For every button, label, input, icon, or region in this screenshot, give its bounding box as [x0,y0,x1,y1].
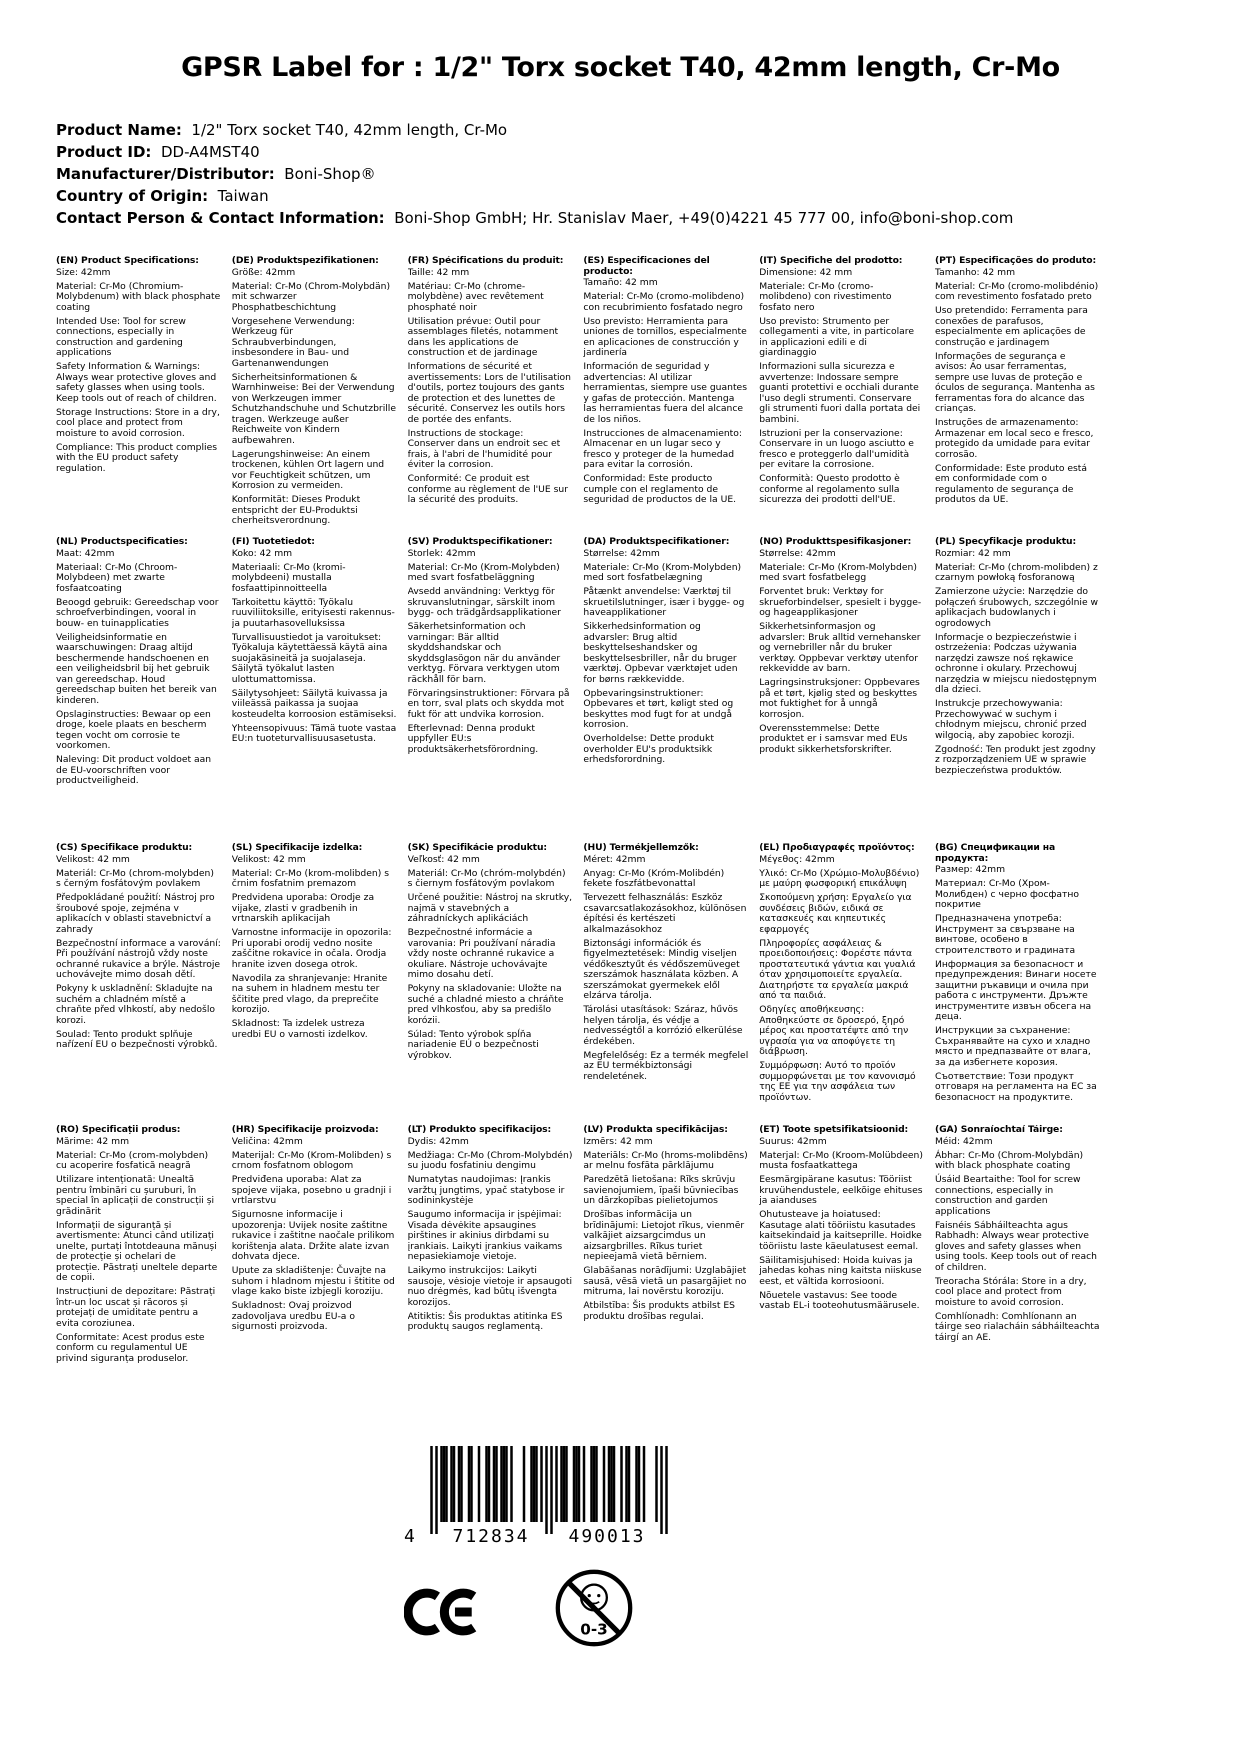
spec-block-lv [583,1125,748,1364]
spec-paragraph: Tervezett felhasználás: Eszköz csavarcsatlakozásokhoz, különösen építési és kertészeti alkalmazásokhoz [583,892,747,935]
spec-heading: (ES) Especificaciones del producto: [583,256,710,277]
spec-paragraph: Velikost: 42 mm [231,853,306,865]
spec-block-sl [232,843,397,1125]
spec-paragraph: Mărime: 42 mm [56,1135,130,1147]
spec-paragraph: Lagringsinstruksjoner: Oppbevares på et tørt, kjølig sted og beskyttes mot fuktighet for å unngå korrosjon. [759,677,920,720]
spec-paragraph: Koko: 42 mm [231,547,293,559]
spec-paragraph: Πληροφορίες ασφάλειας & προειδοποιήσεις: Φορέστε πάντα προστατευτικά γάντια και γυαλιά όταν χρησιμοποιείτε εργαλεία. Διατηρήστε τα εργαλεία μακριά από τα παιδιά. [759,937,916,1001]
spec-paragraph: Opbevaringsinstruktioner: Opbevares et tørt, køligt sted og beskyttes mod fugt for at undgå korrosion. [583,687,734,730]
spec-heading: (PL) Specyfikacje produktu: [934,537,1077,547]
product-info-label: Product Name: [56,121,182,139]
spec-paragraph: Biztonsági információk és figyelmeztetések: Mindig viseljen védőkesztyűt és védőszemüveget szerszámok használata közben. A szerszámokat gyermekek elől elzárva tárolja. [583,937,740,1001]
spec-paragraph: Utilizare intenționată: Unealtă pentru îmbinări cu șuruburi, în special în aplicații de construcții și grădinărit [56,1174,215,1217]
product-info-row [56,119,1186,141]
spec-paragraph: Faisnéis Sábháilteachta agus Rabhadh: Always wear protective gloves and safety glasses when using tools. Keep tools out of reach of children. [934,1219,1097,1273]
spec-paragraph: Material: Cr-Mo (cromo-molibdeno) con recubrimiento fosfatado negro [583,291,745,313]
barcode-digits-left: 712834 [452,1526,530,1547]
spec-paragraph: Информация за безопасност и предупреждения: Винаги носете защитни ръкавици и очила при работа с инструменти. Дръжте инструментите извън обсега на деца. [934,958,1097,1022]
spec-paragraph: Lagerungshinweise: An einem trockenen, kühlen Ort lagern und vor Feuchtigkeit schützen, um Korrosion zu vermeiden. [231,448,385,491]
spec-paragraph: Säilytysohjeet: Säilytä kuivassa ja viileässä paikassa ja suojaa kosteudelta korroosion estämiseksi. [231,687,397,720]
spec-paragraph: Uso previsto: Strumento per collegamenti a vite, in particolare in applicazioni edili e di giardinaggio [759,315,914,358]
spec-paragraph: Atbilstība: Šis produkts atbilst ES produktu drošības regulai. [583,1300,735,1322]
spec-paragraph: Tamanho: 42 mm [934,266,1016,278]
spec-paragraph: Material: Cr-Mo (Chrom-Molybdän) mit schwarzer Phosphatbeschichtung [231,280,391,313]
spec-heading: (EL) Προδιαγραφές προϊόντος: [759,843,915,853]
spec-paragraph: Pokyny k uskladnění: Skladujte na suchém a chladném místě a chraňte před vlhkostí, aby nedošlo korozi. [56,983,216,1026]
spec-paragraph: Matériau: Cr-Mo (chrome-molybdène) avec revêtement phosphaté noir [407,280,544,313]
spec-heading: (DA) Produktspecifikationer: [583,537,730,547]
spec-paragraph: Maat: 42mm [56,547,115,559]
barcode-digits-right: 490013 [568,1526,646,1547]
spec-paragraph: Súlad: Tento výrobok spĺňa nariadenie EÚ o bezpečnosti výrobkov. [407,1028,539,1061]
spec-paragraph: Storage Instructions: Store in a dry, cool place and protect from moisture to avoid corrosion. [56,406,220,439]
product-info-value: 1/2" Torx socket T40, 42mm length, Cr-Mo [181,121,508,139]
product-info-row [56,141,1186,163]
spec-paragraph: Turvallisuustiedot ja varoitukset: Työkaluja käytettäessä käytä aina suojakäsineitä ja suojalaseja. Säilytä työkalut lasten ulottumattomissa. [231,631,388,685]
spec-heading: (LV) Produkta specifikācijas: [583,1125,728,1135]
spec-heading: (DE) Produktspezifikationen: [231,256,379,266]
spec-paragraph: Overholdelse: Dette produkt overholder EU's produktsikk erhedsforordning. [583,733,714,765]
spec-paragraph: Uso pretendido: Ferramenta para conexões de parafusos, especialmente em aplicações de construção e jardinagem [934,305,1088,348]
spec-paragraph: Material: Cr-Mo (crom-molybden) cu acoperire fosfatică neagră [56,1149,209,1171]
product-info-value: Taiwan [208,187,269,205]
spec-heading: (HU) Termékjellemzők: [583,843,699,853]
spec-paragraph: Tamaño: 42 mm [583,277,658,288]
product-info-label: Contact Person & Contact Information: [56,209,385,227]
spec-heading: (CS) Specifikace produktu: [56,843,193,853]
spec-block-ro [56,1125,221,1364]
spec-paragraph: Materiale: Cr-Mo (cromo-molibdeno) con rivestimento fosfato nero [759,280,892,313]
spec-paragraph: Utilisation prévue: Outil pour assemblages filetés, notamment dans les applications de construction et de jardinage [407,315,559,358]
spec-paragraph: Sicherheitsinformationen & Warnhinweise: Bei der Verwendung von Werkzeugen immer Schutzhandschuhe und Schutzbrille tragen. Werkzeuge außer Reichweite von Kindern aufbewahren. [231,371,397,446]
spec-paragraph: Predvidena uporaba: Orodje za vijake, zlasti v gradbenih in vrtnarskih aplikacijah [231,892,375,924]
spec-heading: (BG) Спецификации на продукта: [934,843,1056,864]
age-warning-label: 0-3 [580,1620,608,1639]
spec-paragraph: Conformitate: Acest produs este conform cu regulamentul UE privind siguranța produselor. [56,1331,205,1364]
spec-block-el [759,843,924,1125]
spec-block-et [759,1125,924,1364]
spec-block-lt [408,1125,573,1364]
spec-paragraph: Veľkosť: 42 mm [407,853,480,865]
product-info [56,119,1186,229]
spec-paragraph: Инструкции за съхранение: Съхранявайте на сухо и хладно място и предпазвайте от влага, за да избегнете корозия. [934,1025,1091,1068]
product-info-value: Boni-Shop GmbH; Hr. Stanislav Maer, +49(0)4221 45 777 00, info@boni-shop.com [384,209,1014,227]
spec-paragraph: Anyag: Cr-Mo (Króm-Molibdén) fekete foszfátbevonattal [583,867,725,889]
spec-block-nl [56,537,221,843]
product-info-row [56,207,1186,229]
spec-paragraph: Pokyny na skladovanie: Uložte na suché a chladné miesto a chráňte pred vlhkosťou, aby sa predišlo korózii. [407,983,564,1026]
spec-paragraph: Comhlíonadh: Comhlíonann an táirge seo rialacháin sábháilteachta táirgí an AE. [934,1310,1100,1343]
spec-block-fr [408,256,573,537]
spec-paragraph: Safety Information & Warnings: Always wear protective gloves and safety glasses when using tools. Keep tools out of reach of children. [56,361,217,404]
spec-paragraph: Størrelse: 42mm [759,547,836,559]
spec-paragraph: Materiał: Cr-Mo (chrom-molibden) z czarnym powłoką fosforanową [934,561,1098,583]
spec-paragraph: Säkerhetsinformation och varningar: Bär alltid skyddshandskar och skyddsglasögon när du använder verktyg. Förvara verktygen utom räckhåll för barn. [407,621,561,685]
spec-block-sv [408,537,573,843]
spec-paragraph: Förvaringsinstruktioner: Förvara på en torr, sval plats och skydda mot fukt för att undvika korrosion. [407,687,570,720]
spec-paragraph: Sukladnost: Ovaj proizvod zadovoljava uredbu EU-a o sigurnosti proizvoda. [231,1300,355,1332]
spec-heading: (LT) Produkto specifikacijos: [407,1125,552,1135]
ce-mark-icon [404,1584,478,1640]
product-info-row [56,163,1186,185]
spec-paragraph: Předpokládané použití: Nástroj pro šroubové spoje, zejména v aplikacích v oblasti stavebnictví a zahrady [56,892,215,935]
barcode-digit-prefix: 4 [404,1526,417,1547]
spec-paragraph: Material: Cr-Mo (Krom-Molybden) med svart fosfatbeläggning [407,561,560,583]
spec-paragraph: Taille: 42 mm [407,266,470,278]
spec-heading: (NO) Produkttspesifikasjoner: [759,537,912,547]
spec-paragraph: Größe: 42mm [231,266,296,278]
spec-paragraph: Materiāls: Cr-Mo (hroms-molibdēns) ar melnu fosfāta pārklājumu [583,1149,748,1171]
spec-paragraph: Conformidade: Este produto está em conformidade com o regulamento de segurança de produtos da UE. [934,462,1088,505]
spec-heading: (NL) Productspecificaties: [56,537,188,547]
spec-paragraph: Säilitamisjuhised: Hoida kuivas ja jahedas kohas ning kaitsta niiskuse eest, et vältida korrosiooni. [759,1254,922,1287]
spec-heading: (ET) Toote spetsifikatsioonid: [759,1125,909,1135]
spec-block-hu [583,843,748,1125]
spec-paragraph: Naleving: Dit product voldoet aan de EU-voorschriften voor productveiligheid. [56,754,212,786]
spec-paragraph: Materijal: Cr-Mo (Krom-Molibden) s crnom fosfatnom oblogom [231,1149,392,1171]
spec-paragraph: Opslaginstructies: Bewaar op een droge, koele plaats en bescherm tegen vocht om corrosie te voorkomen. [56,708,211,751]
spec-heading: (PT) Especificações do produto: [934,256,1097,266]
product-info-label: Country of Origin: [56,187,209,205]
product-info-row [56,185,1186,207]
spec-paragraph: Información de seguridad y advertencias: Al utilizar herramientas, siempre use guantes y gafas de protección. Mantenga las herramientas fuera del alcance de los niños. [583,361,747,425]
spec-paragraph: Conformidad: Este producto cumple con el reglamento de seguridad de productos de la UE. [583,473,737,505]
spec-paragraph: Méret: 42mm [583,853,646,865]
spec-paragraph: Suurus: 42mm [759,1135,827,1147]
spec-paragraph: Materiaal: Cr-Mo (Chroom-Molybdeen) met zwarte fosfaatcoating [56,561,178,594]
spec-paragraph: Eesmärgipärane kasutus: Tööriist kruvühendustele, eelkõige ehituses ja aianduses [759,1174,923,1206]
spec-paragraph: Vorgesehene Verwendung: Werkzeug für Schraubverbindungen, insbesondere in Bau- und Gartenanwendungen [231,315,355,369]
spec-paragraph: Medžiaga: Cr-Mo (Chrom-Molybdén) su juodu fosfatiniu dengimu [407,1149,573,1171]
age-warning-0-3-icon [554,1568,634,1648]
spec-heading: (SL) Specifikacije izdelka: [231,843,363,853]
spec-block-ga [935,1125,1100,1364]
spec-block-fi [232,537,397,843]
spec-block-pl [935,537,1100,843]
spec-paragraph: Uso previsto: Herramienta para uniones de tornillos, especialmente en aplicaciones de construcción y jardinería [583,315,747,358]
page-title: GPSR Label for : 1/2" Torx socket T40, 42mm length, Cr-Mo [181,52,1060,83]
spec-block-cs [56,843,221,1125]
spec-paragraph: Συμμόρφωση: Αυτό το προϊόν συμμορφώνεται με τον κανονισμό της ΕΕ για την ασφάλεια των προϊόντων. [759,1060,916,1103]
spec-paragraph: Informații de siguranță și avertismente: Atunci când utilizați unelte, purtați întotdeauna mănuși de protecție și ochelari de protecție. Păstrați uneltele departe de copii. [56,1219,218,1283]
spec-paragraph: Navodila za shranjevanje: Hranite na suhem in hladnem mestu ter ščitite pred vlago, da preprečite korozijo. [231,972,388,1015]
spec-block-pt [935,256,1100,537]
spec-paragraph: Материал: Cr-Mo (Хром-Молибден) с черно фосфатно покритие [934,878,1079,910]
spec-heading: (RO) Specificații produs: [56,1125,181,1135]
spec-block-de [232,256,397,537]
spec-paragraph: Conformità: Questo prodotto è conforme al regolamento sulla sicurezza dei prodotti dell'UE. [759,473,900,505]
spec-paragraph: Určené použitie: Nástroj na skrutky, najmä v stavebných a záhradníckych aplikáciách [407,892,573,924]
spec-paragraph: Conformité: Ce produit est conforme au règlement de l'UE sur la sécurité des produits. [407,473,568,505]
spec-paragraph: Ohutusteave ja hoiatused: Kasutage alati tööriistu kasutades kaitsekindaid ja kaitseprille. Hoidke tööriistu laste käeulatusest eemal. [759,1209,922,1252]
spec-paragraph: Instrucciones de almacenamiento: Almacenar en un lugar seco y fresco y proteger de la humedad para evitar la corrosión. [583,427,742,470]
product-info-value: Boni-Shop® [274,165,376,183]
spec-paragraph: Atitiktis: Šis produktas atitinka ES produktų saugos reglamentą. [407,1310,563,1332]
spec-paragraph: Informazioni sulla sicurezza e avvertenze: Indossare sempre guanti protettivi e occhiali durante l'uso degli strumenti. Conservare gli strumenti fuori dalla portata dei bambini. [759,361,921,425]
spec-paragraph: Предназначена употреба: Инструмент за свързване на винтове, особено в строителството и градината [934,913,1076,956]
spec-paragraph: Zamierzone użycie: Narzędzie do połączeń śrubowych, szczególnie w aplikacjach budowlanych i ogrodowych [934,586,1099,629]
spec-grid [56,256,1100,1364]
spec-block-en [56,256,221,537]
spec-paragraph: Soulad: Tento produkt splňuje nařízení EU o bezpečnosti výrobků. [56,1028,218,1050]
spec-paragraph: Instruções de armazenamento: Armazenar em local seco e fresco, protegido da umidade para evitar corrosão. [934,417,1094,460]
spec-paragraph: Μέγεθος: 42mm [759,853,835,865]
spec-paragraph: Tárolási utasítások: Száraz, hűvös helyen tárolja, és védje a nedvességtől a korrózió elkerülése érdekében. [583,1004,743,1047]
spec-paragraph: Méid: 42mm [934,1135,993,1147]
spec-paragraph: Veličina: 42mm [231,1135,303,1147]
spec-paragraph: Bezpečnostní informace a varování: Při používání nástrojů vždy noste ochranné rukavice a brýle. Nástroje uchovávejte mimo dosah dětí. [56,937,221,980]
spec-block-sk [408,843,573,1125]
spec-paragraph: Material: Cr-Mo (krom-molibden) s črnim fosfatnim premazom [231,867,389,889]
spec-paragraph: Dimensione: 42 mm [759,266,853,278]
spec-paragraph: Sigurnosne informacije i upozorenja: Uvijek nosite zaštitne rukavice i zaštitne naočale prilikom korištenja alata. Držite alate izvan dohvata djece. [231,1209,395,1262]
spec-paragraph: Υλικό: Cr-Mo (Χρώμιο-Μολυβδένιο) με μαύρη φωσφορική επικάλυψη [759,867,920,889]
spec-paragraph: Informations de sécurité et avertissements: Lors de l'utilisation d'outils, portez toujours des gants de protection et des lunettes de sécurité. Conservez les outils hors de portée des enfants. [407,361,571,425]
spec-heading: (SK) Špecifikácie produktu: [407,843,547,853]
spec-paragraph: Beoogd gebruik: Gereedschap voor schroefverbindingen, vooral in bouw- en tuinapplicaties [56,596,219,629]
spec-paragraph: Instrucțiuni de depozitare: Păstrați într-un loc uscat și răcoros și protejați de umiditate pentru a evita coroziunea. [56,1286,216,1329]
spec-paragraph: Forventet bruk: Verktøy for skrueforbindelser, spesielt i bygge- og hageapplikasjoner [759,586,922,618]
spec-paragraph: Intended Use: Tool for screw connections, especially in construction and gardening applications [56,315,186,358]
spec-paragraph: Dydis: 42mm [407,1135,469,1147]
spec-paragraph: Sikkerhetsinformasjon og advarsler: Bruk alltid vernehansker og vernebriller når du bruker verktøy. Oppbevar verktøy utenfor rekkevidde av barn. [759,621,921,674]
spec-paragraph: Rozmiar: 42 mm [934,547,1011,559]
spec-paragraph: Numatytas naudojimas: Įrankis varžtų jungtims, ypač statybose ir sodininkystėje [407,1174,565,1206]
spec-paragraph: Velikost: 42 mm [56,853,130,865]
spec-paragraph: Ábhar: Cr-Mo (Chrom-Molybdän) with black phosphate coating [934,1149,1084,1171]
spec-paragraph: Materiale: Cr-Mo (Krom-Molybden) med svart fosfatbelegg [759,561,917,583]
spec-block-no [759,537,924,843]
spec-paragraph: Laikymo instrukcijos: Laikyti sausoje, vėsioje vietoje ir apsaugoti nuo drėgmės, kad būtų išvengta korozijos. [407,1265,573,1308]
spec-paragraph: Nõuetele vastavus: See toode vastab EL-i tooteohutusmäärusele. [759,1289,920,1311]
spec-paragraph: Saugumo informacija ir įspėjimai: Visada dėvėkite apsaugines pirštines ir akinius dirbdami su įrankiais. Laikyti įrankius vaikams nepasiekiamoje vietoje. [407,1209,563,1262]
spec-paragraph: Size: 42mm [56,266,111,278]
spec-heading: (FI) Tuotetiedot: [231,537,315,547]
spec-paragraph: Tarkoitettu käyttö: Työkalu ruuviliitoksille, erityisesti rakennus- ja puutarhasovelluksissa [231,596,395,629]
barcode [404,1446,668,1556]
spec-paragraph: Instrukcje przechowywania: Przechowywać w suchym i chłodnym miejscu, chronić przed wilgocią, aby zapobiec korozji. [934,698,1087,741]
spec-paragraph: Efterlevnad: Denna produkt uppfyller EU:s produktsäkerhetsförordning. [407,722,539,755]
spec-heading: (EN) Product Specifications: [56,256,199,266]
spec-paragraph: Varnostne informacije in opozorila: Pri uporabi orodij vedno nosite zaščitne rokavice in očala. Orodja hranite izven dosega otrok. [231,927,392,970]
product-info-label: Product ID: [56,143,152,161]
spec-paragraph: Informacje o bezpieczeństwie i ostrzeżenia: Podczas używania narzędzi zawsze noś rękawice ochronne i okulary. Przechowuj narzędzia w miejscu niedostępnym dla dzieci. [934,631,1097,695]
product-info-value: DD-A4MST40 [151,143,260,161]
spec-paragraph: Konformität: Dieses Produkt entspricht der EU-Produktsi cherheitsverordnung. [231,494,361,526]
spec-heading: (HR) Specifikacije proizvoda: [231,1125,379,1135]
spec-paragraph: Overensstemmelse: Dette produktet er i samsvar med EUs produkt sikkerhetsforskrifter. [759,722,908,755]
spec-paragraph: Instructions de stockage: Conserver dans un endroit sec et frais, à l'abri de l'humidité pour éviter la corrosion. [407,427,561,470]
spec-heading: (SV) Produktspecifikationer: [407,537,553,547]
spec-paragraph: Materiale: Cr-Mo (Krom-Molybden) med sort fosfatbelægning [583,561,742,583]
spec-paragraph: Informações de segurança e avisos: Ao usar ferramentas, sempre use luvas de proteção e óculos de segurança. Mantenha as ferramentas fora do alcance das crianças. [934,350,1095,414]
spec-heading: (IT) Specifiche del prodotto: [759,256,903,266]
spec-paragraph: Istruzioni per la conservazione: Conservare in un luogo asciutto e fresco e proteggerlo dall'umidità per evitare la corrosione. [759,427,914,470]
spec-paragraph: Размер: 42mm [934,864,1006,875]
spec-paragraph: Megfelelőség: Ez a termék megfelel az EU termékbiztonsági rendeletének. [583,1049,749,1082]
spec-paragraph: Materiaali: Cr-Mo (kromi-molybdeeni) mustalla fosfaattipinnoitteella [231,561,346,594]
spec-paragraph: Paredzētā lietošana: Rīks skrūvju savienojumiem, īpaši būvniecības un dārzkopības pielietojumos [583,1174,739,1206]
spec-paragraph: Drošības informācija un brīdinājumi: Lietojot rīkus, vienmēr valkājiet aizsargcimdus un aizsargbrilles. Rīkus turiet nepieejamā vietā bērniem. [583,1209,745,1262]
spec-block-es [583,256,748,537]
spec-paragraph: Compliance: This product complies with the EU product safety regulation. [56,441,218,474]
spec-paragraph: Materiál: Cr-Mo (chróm-molybdén) s čiernym fosfátovým povlakom [407,867,566,889]
spec-paragraph: Påtænkt anvendelse: Værktøj til skruetilslutninger, især i bygge- og haveapplikationer [583,586,745,618]
spec-paragraph: Glabāšanas norādījumi: Uzglabājiet sausā, vēsā vietā un pasargājiet no mitruma, lai novērstu koroziju. [583,1265,747,1297]
spec-paragraph: Størrelse: 42mm [583,547,660,559]
spec-block-it [759,256,924,537]
spec-paragraph: Materjal: Cr-Mo (Kroom-Molübdeen) musta fosfaatkattega [759,1149,923,1171]
spec-paragraph: Skladnost: Ta izdelek ustreza uredbi EU o varnosti izdelkov. [231,1018,368,1040]
spec-paragraph: Treoracha Stórála: Store in a dry, cool place and protect from moisture to avoid corrosion. [934,1275,1087,1308]
spec-heading: (FR) Spécifications du produit: [407,256,564,266]
spec-paragraph: Sikkerhedsinformation og advarsler: Brug altid beskyttelseshandsker og beskyttelsesbriller, når du bruger værktøj. Opbevar værktøjet uden for børns rækkevidde. [583,621,738,685]
product-info-label: Manufacturer/Distributor: [56,165,275,183]
spec-paragraph: Material: Cr-Mo (cromo-molibdénio) com revestimento fosfatado preto [934,280,1099,302]
spec-paragraph: Storlek: 42mm [407,547,476,559]
spec-heading: (GA) Sonraíochtaí Táirge: [934,1125,1063,1135]
spec-paragraph: Predviđena uporaba: Alat za spojeve vijaka, posebno u gradnji i vrtlarstvu [231,1174,392,1206]
barcode-icon [430,1446,668,1534]
spec-paragraph: Veiligheidsinformatie en waarschuwingen: Draag altijd beschermende handschoenen en een veiligheidsbril bij het gebruik van gereedschap. Houd gereedschap buiten het bereik van kinderen. [56,631,217,706]
spec-paragraph: Úsáid Beartaithe: Tool for screw connections, especially in construction and garden applications [934,1174,1081,1217]
spec-paragraph: Zgodność: Ten produkt jest zgodny z rozporządzeniem UE w sprawie bezpieczeństwa produktów. [934,743,1096,776]
spec-paragraph: Οδηγίες αποθήκευσης: Αποθηκεύστε σε δροσερό, ξηρό μέρος και προστατέψτε από την υγρασία για να αποφύγετε τη διάβρωση. [759,1004,909,1057]
spec-paragraph: Съответствие: Този продукт отговаря на регламента на ЕС за безопасност на продуктите. [934,1070,1097,1103]
spec-block-bg [935,843,1100,1125]
spec-paragraph: Izmērs: 42 mm [583,1135,653,1147]
spec-paragraph: Upute za skladištenje: Čuvajte na suhom i hladnom mjestu i štitite od vlage kako biste izbjegli koroziju. [231,1265,395,1297]
spec-block-da [583,537,748,843]
spec-paragraph: Yhteensopivuus: Tämä tuote vastaa EU:n tuoteturvallisuusasetusta. [231,722,397,744]
spec-paragraph: Materiál: Cr-Mo (chrom-molybden) s černým fosfátovým povlakem [56,867,214,889]
spec-block-hr [232,1125,397,1364]
spec-paragraph: Material: Cr-Mo (Chromium-Molybdenum) with black phosphate coating [56,280,221,313]
spec-paragraph: Avsedd användning: Verktyg för skruvanslutningar, särskilt inom bygg- och trädgårdsapplikationer [407,586,561,618]
spec-paragraph: Σκοπούμενη χρήση: Εργαλείο για συνδέσεις βιδών, ειδικά σε κατασκευές και κηπευτικές εφαρμογές [759,892,912,935]
spec-paragraph: Bezpečnostné informácie a varovania: Pri používaní náradia vždy noste ochranné rukavice a okuliare. Nástroje uchovávajte mimo dosahu detí. [407,927,556,980]
